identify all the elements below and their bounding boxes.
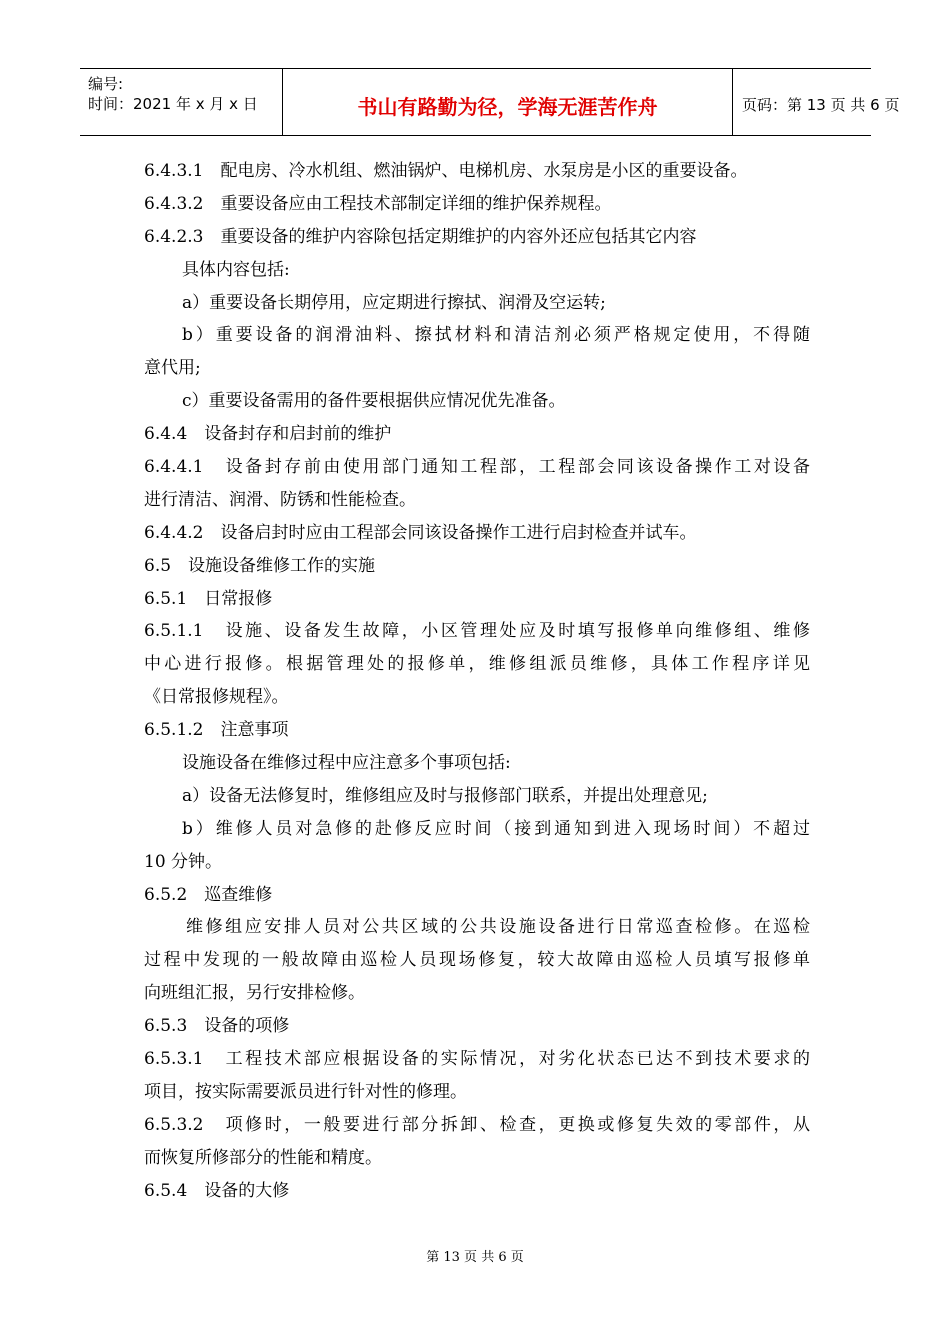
section-heading: 6.4.4 设备封存和启封前的维护: [144, 424, 392, 445]
list-item: b）维修人员对急修的赴修反应时间（接到通知到进入现场时间）不超过: [182, 818, 810, 839]
list-item: c）重要设备需用的备件要根据供应情况优先准备。: [182, 391, 566, 412]
text-line: 而恢复所修部分的性能和精度。: [144, 1147, 382, 1168]
text-line: 6.4.3.1 配电房、冷水机组、燃油锅炉、电梯机房、水泵房是小区的重要设备。: [144, 161, 748, 181]
text-line: 6.4.2.3 重要设备的维护内容除包括定期维护的内容外还应包括其它内容: [144, 226, 697, 247]
document-date: 时间：2021 年 x 月 x 日: [88, 95, 258, 113]
text-line: 6.5.3.2 项修时，一般要进行部分拆卸、检查，更换或修复失效的零部件，从: [144, 1114, 810, 1135]
text-line: 维修组应安排人员对公共区域的公共设施设备进行日常巡查检修。在巡检: [186, 917, 810, 938]
text-line: 10 分钟。: [144, 851, 223, 872]
text-line: 意代用;: [144, 358, 201, 379]
section-heading: 6.5.1.2 注意事项: [144, 720, 289, 741]
header-page-cell: [733, 69, 900, 135]
section-heading: 6.5.2 巡查维修: [144, 884, 273, 905]
page-footer: 第 13 页 共 6 页: [426, 1250, 524, 1265]
text-line: 《日常报修规程》。: [144, 687, 289, 708]
text-line: 6.4.4.1 设备封存前由使用部门通知工程部，工程部会同该设备操作工对设备: [144, 457, 810, 478]
text-line: 设施设备在维修过程中应注意多个事项包括:: [182, 753, 511, 774]
text-line: 具体内容包括:: [182, 259, 290, 280]
text-line: 6.4.4.2 设备启封时应由工程部会同该设备操作工进行启封检查并试车。: [144, 522, 697, 543]
page-header: [80, 68, 900, 136]
header-motto: 书山有路勤为径，学海无涯苦作舟: [357, 94, 658, 119]
text-line: 6.4.3.2 重要设备应由工程技术部制定详细的维护保养规程。: [144, 193, 612, 214]
text-line: 项目，按实际需要派员进行针对性的修理。: [144, 1081, 467, 1102]
document-number-label: 编号:: [88, 75, 124, 93]
section-heading: 6.5 设施设备维修工作的实施: [144, 555, 376, 576]
list-item: b）重要设备的润滑油料、擦拭材料和清洁剂必须严格规定使用，不得随: [182, 325, 810, 346]
header-motto-cell: [282, 69, 733, 135]
header-page-code: 页码：第 13 页 共 6 页: [742, 95, 900, 114]
section-heading: 6.5.3 设备的项修: [144, 1016, 290, 1037]
text-line: 6.5.1.1 设施、设备发生故障，小区管理处应及时填写报修单向维修组、维修: [144, 621, 810, 642]
list-item: a）重要设备长期停用，应定期进行擦拭、润滑及空运转;: [182, 292, 606, 313]
section-heading: 6.5.4 设备的大修: [144, 1180, 290, 1201]
list-item: a）设备无法修复时，维修组应及时与报修部门联系，并提出处理意见;: [182, 785, 708, 806]
text-line: 向班组汇报，另行安排检修。: [144, 983, 365, 1004]
text-line: 进行清洁、润滑、防锈和性能检查。: [144, 489, 416, 510]
text-line: 过程中发现的一般故障由巡检人员现场修复，较大故障由巡检人员填写报修单: [144, 950, 810, 971]
body-text: [144, 155, 810, 1208]
text-line: 中心进行报修。根据管理处的报修单，维修组派员维修，具体工作程序详见: [144, 654, 810, 675]
header-meta-cell: [80, 69, 282, 135]
section-heading: 6.5.1 日常报修: [144, 588, 273, 609]
text-line: 6.5.3.1 工程技术部应根据设备的实际情况，对劣化状态已达不到技术要求的: [144, 1049, 810, 1070]
